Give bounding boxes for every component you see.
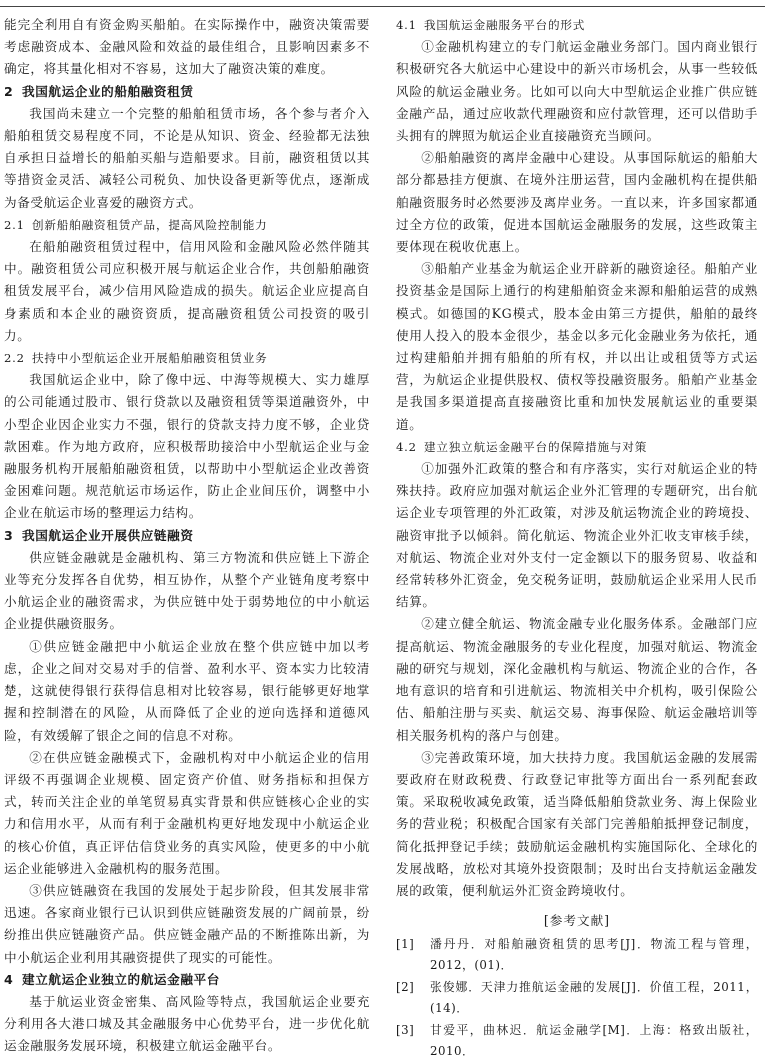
- paragraph: ③船舶产业基金为航运企业开辟新的融资途径。船舶产业投资基金是国际上通行的构建船舶资金来源和船舶运营的成熟模式。如德国的KG模式，股本金由第三方提供，船舶的最终使用人投入的股本金很少，基金以多元化金融业务为依托，通过构建船舶并拥有船舶的所有权，并以出让或租赁等方式运营，为航运企业提供股权、债权等投融资服务。船舶产业基金是我国多渠道提高直接融资比重和加快发展航运业的重要渠道。: [396, 261, 758, 432]
- paragraph: ①加强外汇政策的整合和有序落实，实行对航运企业的特殊扶持。政府应加强对航运企业外汇管理的专题研究，出台航运企业专项管理的外汇政策，对涉及航运物流企业的跨境投、融资审批予以倾斜。简化航运、物流企业外汇收支审核手续，对航运、物流企业对外支付一定金额以下的服务贸易、收益和经常转移外汇资金，免交税务证明，鼓励航运企业采用人民币结算。: [396, 461, 758, 610]
- reference-number: [2]: [396, 980, 415, 995]
- subsection-heading: [396, 436, 758, 458]
- heading-text: 创新船舶融资租赁产品，提高风险控制能力: [32, 217, 268, 232]
- paragraph: ②建立健全航运、物流金融专业化服务体系。金融部门应提高航运、物流金融服务的专业化程度，加强对航运、物流金融的研究与规划，深化金融机构与航运、物流企业的合作，各地有意识的培育和引进航运、物流相关中介机构，吸引保险公估、船舶注册与买卖、航运交易、海事保险、航运金融培训等相关服务机构的落户与创建。: [396, 616, 758, 743]
- heading-text: 建立独立航运金融平台的保障措施与对策: [424, 439, 648, 454]
- section-heading: [4, 969, 370, 991]
- section-heading: [4, 525, 370, 547]
- reference-item: [396, 977, 758, 1018]
- heading-text: 我国航运企业的船舶融资租赁: [22, 83, 194, 99]
- reference-text: 甘爱平，曲林迟．航运金融学[M]．上海：格致出版社，2010．: [430, 1023, 758, 1058]
- heading-text: 扶持中小型航运企业开展船舶融资租赁业务: [32, 351, 268, 366]
- heading-number: 2.2: [4, 351, 25, 366]
- left-column: [4, 14, 370, 1058]
- paragraph: 基于航运业资金密集、高风险等特点，我国航运企业要充分利用各大港口城及其金融服务中心优势平台，进一步优化航运金融服务发展环境，积极建立航运金融平台。: [4, 993, 370, 1054]
- heading-text: 建立航运企业独立的航运金融平台: [22, 971, 220, 987]
- heading-number: 4.1: [396, 18, 417, 32]
- reference-item: [396, 934, 758, 975]
- heading-number: 4.2: [396, 439, 417, 454]
- paragraph: 能完全利用自有资金购买船舶。在实际操作中，融资决策需要考虑融资成本、金融风险和效益的最佳组合，且影响因素多不确定，将其量化相对不容易，这加大了融资决策的难度。: [4, 17, 370, 77]
- references-heading: [参考文献]: [543, 913, 611, 929]
- subsection-heading: [4, 214, 370, 236]
- header-rule: [0, 0, 765, 7]
- heading-number: 3: [4, 527, 14, 543]
- paragraph: ①供应链金融把中小航运企业放在整个供应链中加以考虑，企业之间对交易对手的信誉、盈利水平、资本实力比较清楚，这就使得银行获得信息相对比较容易，银行能够更好地掌握和控制潜在的风险，从而降低了企业的逆向选择和道德风险，有效缓解了银企之间的信息不对称。: [4, 638, 370, 743]
- subsection-heading: [396, 14, 758, 36]
- heading-number: 2.1: [4, 217, 25, 232]
- heading-text: 我国航运企业开展供应链融资: [22, 527, 194, 543]
- paragraph: ①金融机构建立的专门航运金融业务部门。国内商业银行积极研究各大航运中心建设中的新兴市场机会，从事一些较低风险的航运金融业务。比如可以向大中型航运企业推广供应链金融产品，通过应收款代理融资和应付款管理，还可以借助手头拥有的牌照为航运企业直接融资充当顾问。: [396, 39, 758, 144]
- right-column-body: [396, 14, 758, 902]
- right-column: [396, 14, 758, 1063]
- paragraph: ③完善政策环境，加大扶持力度。我国航运金融的发展需要政府在财政税费、行政登记审批等方面出台一系列配套政策。采取税收减免政策，适当降低船舶贷款业务、海上保险业务的营业税；积极配合国家有关部门完善船舶抵押登记制度，简化抵押登记手续；鼓励航运金融机构实施国际化、全球化的发展战略，放松对其境外投资限制；及时出台支持航运金融发展的政策，便利航运外汇资金跨境收付。: [396, 749, 758, 898]
- reference-text: 潘丹丹．对船舶融资租赁的思考[J]．物流工程与管理，2012，(01)．: [430, 937, 758, 972]
- reference-number: [1]: [396, 937, 415, 952]
- heading-number: 4: [4, 971, 14, 987]
- paragraph: ②在供应链金融模式下，金融机构对中小航运企业的信用评级不再强调企业规模、固定资产价值、财务指标和担保方式，转而关注企业的单笔贸易真实背景和供应链核心企业的实力和信用水平，从而有利于金融机构更好地发现中小航运企业的核心价值，真正评估信贷业务的真实风险，使更多的中小航运企业能够进入金融机构的服务范围。: [4, 749, 370, 876]
- section-heading: [4, 81, 370, 103]
- reference-number: [3]: [396, 1023, 415, 1038]
- heading-text: 我国航运金融服务平台的形式: [424, 18, 586, 32]
- subsection-heading: [4, 347, 370, 369]
- paragraph: 供应链金融就是金融机构、第三方物流和供应链上下游企业等充分发挥各自优势，相互协作，从整个产业链角度考察中小航运企业的融资需求，为供应链中处于弱势地位的中小航运企业提供融资服务。: [4, 549, 370, 632]
- references-list: [396, 934, 758, 1061]
- reference-item: [396, 1020, 758, 1061]
- paragraph: 在船舶融资租赁过程中，信用风险和金融风险必然伴随其中。融资租赁公司应积极开展与航运企业合作，共创船舶融资租赁发展平台，减少信用风险造成的损失。航运企业应提高自身素质和本企业的融资资质，提高融资租赁公司投资的吸引力。: [4, 239, 370, 343]
- reference-text: 张俊娜．天津力推航运金融的发展[J]．价值工程，2011，(14)．: [430, 980, 758, 1015]
- paragraph: 我国尚未建立一个完整的船舶租赁市场，各个参与者介入船舶租赁交易程度不同，不论是从知识、资金、经验都无法独自承担日益增长的船舶买船与造船要求。目前，融资租赁以其等措资金灵活、减轻公司税负、加快设备更新等优点，逐渐成为备受航运企业喜爱的融资方式。: [4, 105, 370, 210]
- heading-number: 2: [4, 83, 14, 99]
- paragraph: ③供应链融资在我国的发展处于起步阶段，但其发展非常迅速。各家商业银行已认识到供应链融资发展的广阔前景，纷纷推出供应链融资产品。供应链金融产品的不断推陈出新，为中小航运企业利用其融资提供了现实的可能性。: [4, 882, 370, 965]
- paragraph: ②船舶融资的离岸金融中心建设。从事国际航运的船舶大部分都悬挂方便旗、在境外注册运营，国内金融机构在提供船舶融资服务时必然要涉及离岸业务。一直以来，许多国家都通过全方位的政策，促进本国航运金融服务的发展，这些政策主要体现在税收优惠上。: [396, 150, 758, 255]
- paragraph: 我国航运企业中，除了像中远、中海等规模大、实力雄厚的公司能通过股市、银行贷款以及融资租赁等渠道融资外，中小型企业因企业实力不强，银行的贷款支持力度不够，企业贷款困难。作为地方政府，应积极帮助接洽中小型航运企业与金融服务机构开展船舶融资租赁，以帮助中小型航运企业改善资金困难问题。规范航运市场运作，防止企业间压价，调整中小企业在航运市场的整理运力结构。: [4, 372, 370, 521]
